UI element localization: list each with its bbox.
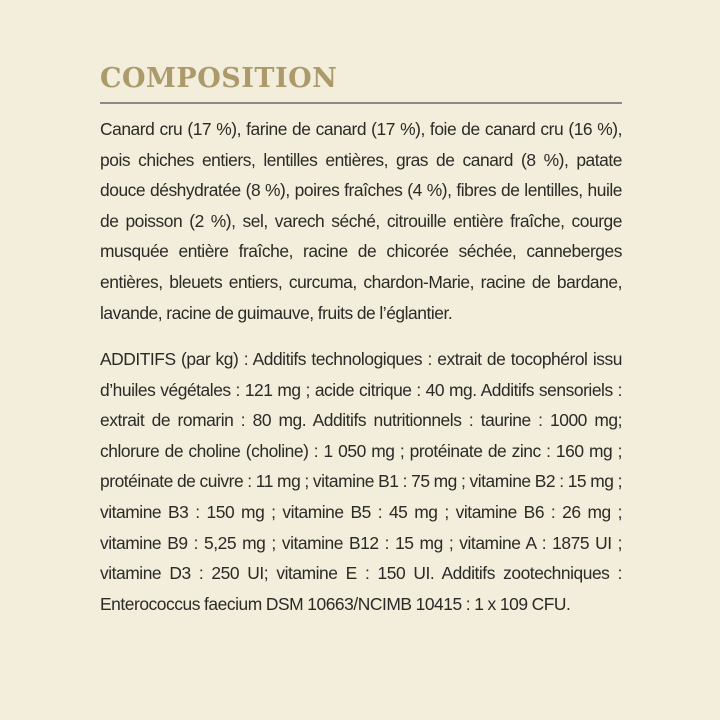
section-title: COMPOSITION xyxy=(100,63,338,94)
additifs-paragraph: ADDITIFS (par kg) : Additifs technologiques : extrait de tocophérol issu d’huiles végétales : 121 mg ; acide citrique : 40 mg. Additifs sensoriels : extrait de romarin : 80 mg. Additifs nutritionnels : taurine : 1000 mg; chlorure de choline (choline) : 1 050 mg ; protéinate de zinc : 160 mg ; protéinate de cuivre : 11 mg ; vitamine B1 : 75 mg ; vitamine B2 : 15 mg ; vitamine B3 : 150 mg ; vitamine B5 : 45 mg ; vitamine B6 : 26 mg ; vitamine B9 : 5,25 mg ; vitamine B12 : 15 mg ; vitamine A : 1875 UI ; vitamine D3 : 250 UI; vitamine E : 150 UI. Additifs zootechniques : Enterococcus faecium DSM 10663/NCIMB 10415 : 1 x 109 CFU. xyxy=(100,349,622,614)
composition-paragraph: Canard cru (17 %), farine de canard (17 %), foie de canard cru (16 %), pois chiches entiers, lentilles entières, gras de canard (8 %), patate douce déshydratée (8 %), poires fraîches (4 %), fibres de lentilles, huile de poisson (2 %), sel, varech séché, citrouille entière fraîche, courge musquée entière fraîche, racine de chicorée séchée, canneberges entières, bleuets entiers, curcuma, chardon-Marie, racine de bardane, lavande, racine de guimauve, fruits de l’églantier. xyxy=(100,119,622,323)
title-divider xyxy=(100,102,622,104)
